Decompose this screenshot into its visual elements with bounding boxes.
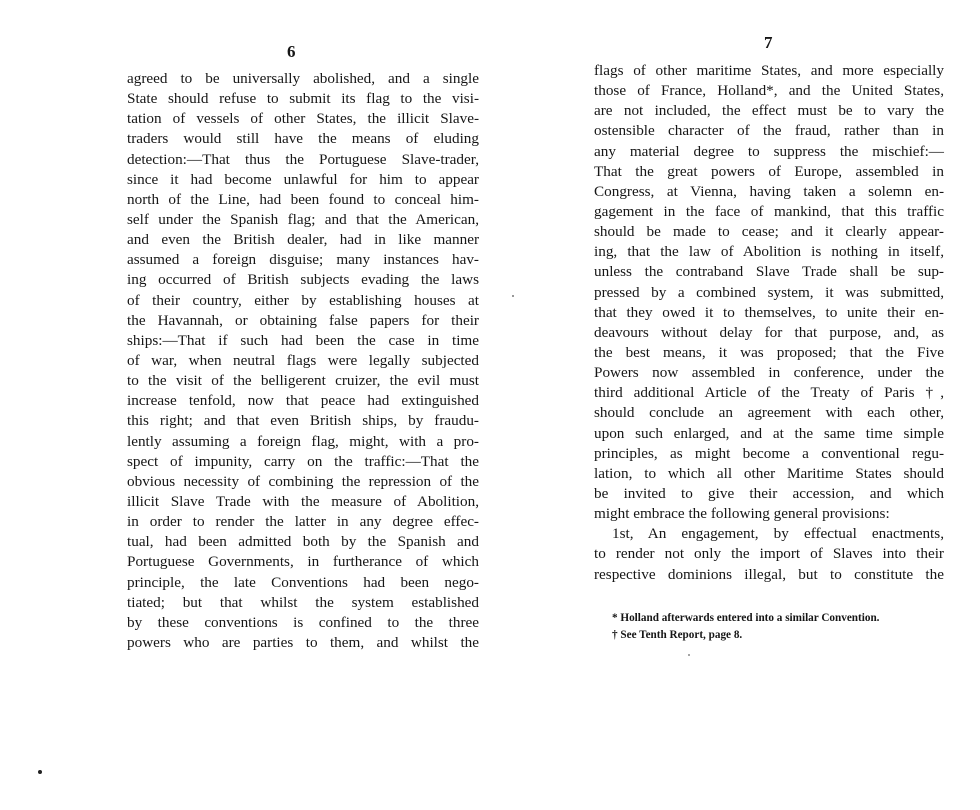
text-line: Congress, at Vienna, having taken a solemn en- [594,182,944,200]
text-line: the best means, it was proposed; that the Five [594,343,944,361]
text-line: by these conventions is confined to the three [127,613,479,631]
left-page-body [127,69,479,653]
text-line: Powers now assembled in conference, under the [594,364,944,382]
text-line: any material degree to suppress the mischief:— [594,142,944,160]
footnote: * Holland afterwards entered into a similar Convention. [612,612,880,624]
text-line: unless the contraband Slave Trade shall be sup- [594,263,944,281]
right-page [500,0,980,810]
text-line: gagement in the face of mankind, that this traffic [594,202,944,220]
text-line: tual, had been admitted both by the Spanish and [127,533,479,551]
text-line: illicit Slave Trade with the measure of Abolition, [127,492,479,510]
text-line: tiated; but that whilst the system established [127,593,479,611]
ink-speck [688,654,690,656]
text-line: that they owed it to themselves, to unite their en- [594,303,944,321]
text-line: respective dominions illegal, but to constitute the [594,565,944,583]
text-line: since it had become unlawful for him to appear [127,170,479,188]
text-line: those of France, Holland*, and the United States, [594,82,944,100]
text-line: the Havannah, or obtaining false papers for their [127,311,479,329]
text-line: principle, the late Conventions had been nego- [127,573,479,591]
text-line: might embrace the following general provisions: [594,505,890,523]
text-line: flags of other maritime States, and more especially [594,62,944,79]
text-line: should conclude an agreement with each other, [594,404,944,422]
text-line: this right; and that even British ships, by fraudu- [127,412,479,430]
text-line: are not included, the effect must be to vary the [594,102,944,120]
left-page-number: 6 [287,42,296,61]
right-page-body [594,61,944,585]
text-line: ing, that the law of Abolition is nothing in itself, [594,243,944,261]
text-line: be invited to give their accession, and which [594,484,944,502]
text-line: deavours without delay for that purpose, and, as [594,323,944,341]
text-line: traders would still have the means of eluding [127,130,479,148]
text-line: agreed to be universally abolished, and a single [127,70,479,87]
right-page-number: 7 [764,33,773,52]
text-line: self under the Spanish flag; and that the American, [127,210,479,228]
text-line: upon such enlarged, and at the same time simple [594,424,944,442]
text-line: principles, as might become a conventional regu- [594,444,944,462]
footnotes [612,610,942,644]
text-line: to the visit of the belligerent cruizer, the evil must [127,372,479,390]
text-line: of war, when neutral flags were legally subjected [127,351,479,369]
text-line: 1st, An engagement, by effectual enactments, [612,525,944,543]
text-line: ships:—That if such had been the case in time [127,331,479,349]
text-line: third additional Article of the Treaty of Paris †, [594,384,944,402]
text-line: detection:—That thus the Portuguese Slave-trader, [127,150,479,168]
text-line: north of the Line, had been found to conceal him- [127,190,479,208]
text-line: of their country, either by establishing houses at [127,291,479,309]
text-line: That the great powers of Europe, assembled in [594,162,944,180]
text-line: obvious necessity of combining the repression of the [127,472,479,490]
text-line: to render not only the import of Slaves into their [594,545,944,563]
text-line: spect of impunity, carry on the traffic:—That the [127,452,479,470]
text-line: lently assuming a foreign flag, might, with a pro- [127,432,479,450]
ink-speck [38,770,42,774]
text-line: pressed by a combined system, it was submitted, [594,283,944,301]
text-line: assumed a foreign disguise; many instances hav- [127,251,479,269]
text-line: lation, to which all other Maritime States should [594,464,944,482]
text-line: increase tenfold, now that peace had extinguished [127,392,479,410]
footnote: † See Tenth Report, page 8. [612,629,743,641]
text-line: should be made to cease; and it clearly appear- [594,223,944,241]
text-line: and even the British dealer, had in like manner [127,231,479,249]
text-line: Portuguese Governments, in furtherance of which [127,553,479,571]
text-line: powers who are parties to them, and whilst the [127,633,479,651]
text-line: State should refuse to submit its flag to the visi- [127,90,479,108]
text-line: ostensible character of the fraud, rather than in [594,122,944,140]
text-line: in order to render the latter in any degree effec- [127,513,479,531]
text-line: ing occurred of British subjects evading the laws [127,271,479,289]
text-line: tation of vessels of other States, the illicit Slave- [127,110,479,128]
